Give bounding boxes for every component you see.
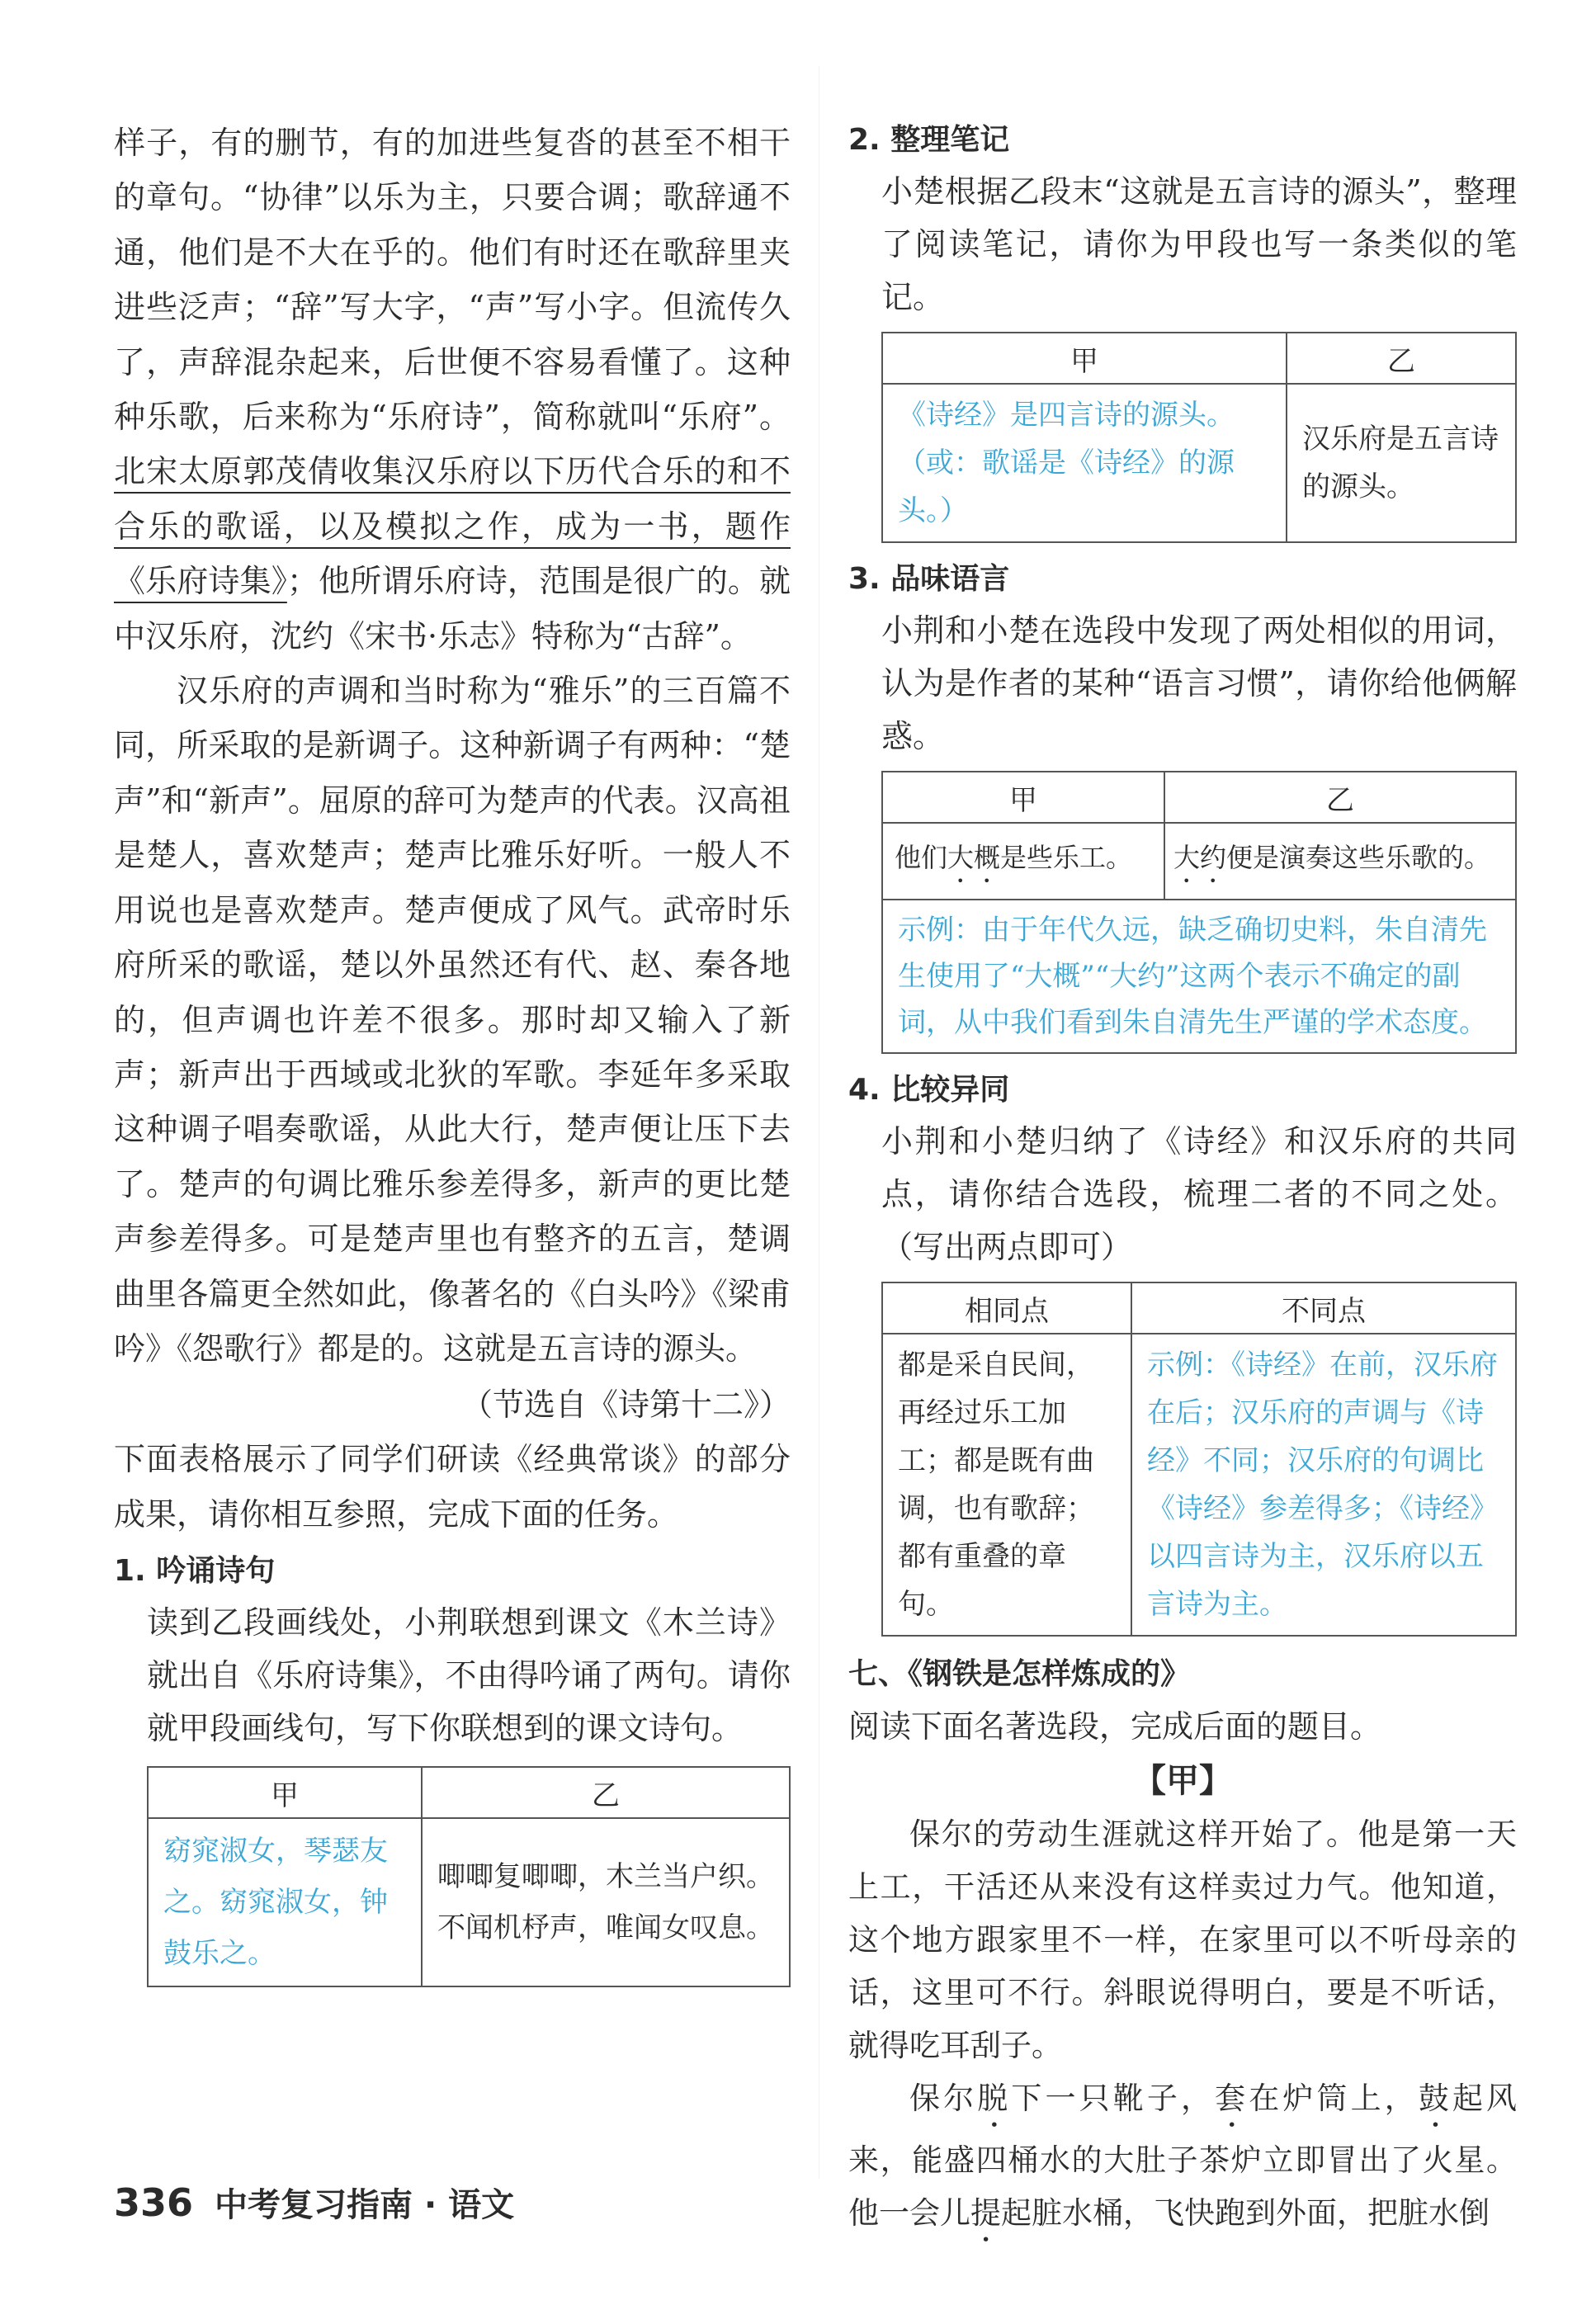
task-4 [848,1065,1517,1637]
emphasized-word-dayue: 大约 [1173,842,1227,873]
passage-yi-paragraph-2: 汉乐府的声调和当时称为“雅乐”的三百篇不同，所采取的是新调子。这种新调子有两种：“楚声”和“新声”。屈原的辞可为楚声的代表。汉高祖是楚人，喜欢楚声；楚声比雅乐好听。一般人不用说也是喜欢楚声。楚声便成了风气。武帝时乐府所采的歌谣，楚以外虽然还有代、赵、秦各地的，但声调也许差不很多。那时却又输入了新声；新声出于西域或北狄的军歌。李延年多采取这种调子唱奏歌谣，从此大行，楚声便让压下去了。楚声的句调比雅乐参差得多，新声的更比楚声参差得多。可是楚声里也有整齐的五言，楚调曲里各篇更全然如此，像著名的《白头吟》《梁甫吟》《怨歌行》都是的。这就是五言诗的源头。 [114,673,791,1367]
emphasized-verb-gu: 鼓 [1418,2081,1452,2117]
task-3-table-head-jia: 甲 [882,772,1164,823]
task-4-table-head-same: 相同点 [882,1282,1131,1334]
task-4-same-cell: 都是采自民间，再经过乐工加工；都是既有曲调，也有歌辞；都有重叠的章句。 [882,1334,1131,1636]
task-2-yi-cell: 汉乐府是五言诗的源头。 [1287,384,1516,542]
passage-source: （节选自《诗第十二》） [460,1386,791,1424]
emphasized-verb-tuo: 脱 [977,2081,1012,2117]
page-number: 336 [114,2180,194,2225]
task-1-yi-cell: 唧唧复唧唧，木兰当户织。不闻机杼声，唯闻女叹息。 [422,1818,790,1986]
task-3-answer-cell: 示例：由于年代久远，缺乏确切史料，朱自清先生使用了“大概”“大约”这两个表示不确定的副词，从中我们看到朱自清先生严谨的学术态度。 [882,900,1516,1053]
task-2-table [881,332,1517,543]
section-7-paragraph-1: 保尔的劳动生涯就这样开始了。他是第一天上工，干活还从来没有这样卖过力气。他知道，这个地方跟家里不一样，在家里可以不听母亲的话，这里可不行。斜眼说得明白，要是不听话，就得吃耳刮子。 [848,1816,1517,2064]
task-1-table-head-jia: 甲 [148,1767,422,1818]
page-footer [114,2179,514,2237]
task-1-answer-cell: 窈窕淑女，琴瑟友之。窈窕淑女，钟鼓乐之。 [148,1818,422,1986]
task-2-table-head-jia: 甲 [882,333,1287,384]
task-1-table [147,1766,791,1987]
task-3-text: 小荆和小楚在选段中发现了两处相似的用词，认为是作者的某种“语言习惯”，请你给他俩解惑。 [881,612,1517,754]
task-1-text: 读到乙段画线处，小荆联想到课文《木兰诗》就出自《乐府诗集》，不由得吟诵了两句。请你就甲段画线句，写下你联想到的课文诗句。 [147,1604,791,1747]
task-2-table-head-yi: 乙 [1287,333,1516,384]
task-4-text: 小荆和小楚归纳了《诗经》和汉乐府的共同点，请你结合选段，梳理二者的不同之处。（写出两点即可） [881,1123,1517,1265]
task-3-heading: 3. 品味语言 [848,562,1010,596]
section-7 [848,1650,1517,2249]
underlined-sentence: 北宋太原郭茂倩收集汉乐府以下历代合乐的和不合乐的歌谣，以及模拟之作，成为一书，题作《乐府诗集》 [114,453,791,600]
task-1 [114,1547,791,1987]
task-3-yi-cell: 大约便是演奏这些乐歌的。 [1164,823,1516,900]
passage-yi-paragraph-1: 样子，有的删节，有的加进些复沓的甚至不相干的章句。“协律”以乐为主，只要合调；歌辞通不通，他们是不大在乎的。他们有时还在歌辞里夹进些泛声；“辞”写大字，“声”写小字。但流传久了，声辞混杂起来，后世便不容易看懂了。这种种乐歌，后来称为“乐府诗”，简称就叫“乐府”。北宋太原郭茂倩收集汉乐府以下历代合乐的和不合乐的歌谣，以及模拟之作，成为一书，题作《乐府诗集》；他所谓乐府诗，范围是很广的。就中汉乐府，沈约《宋书·乐志》特称为“古辞”。 [114,125,791,654]
section-7-intro: 阅读下面名著选段，完成后面的题目。 [848,1708,1382,1745]
task-1-heading: 1. 吟诵诗句 [114,1554,276,1589]
task-4-table [881,1282,1517,1637]
task-4-table-head-diff: 不同点 [1131,1282,1516,1334]
task-1-table-head-yi: 乙 [422,1767,790,1818]
task-2-text: 小楚根据乙段末“这就是五言诗的源头”，整理了阅读笔记，请你为甲段也写一条类似的笔记。 [881,173,1517,315]
emphasized-word-dagai: 大概 [947,842,1001,873]
section-7-jia-label: 【甲】 [1133,1762,1232,1801]
right-column [848,116,1517,2249]
task-3 [848,555,1517,1054]
emphasized-verb-tao: 套 [1215,2081,1249,2117]
task-4-heading: 4. 比较异同 [848,1073,1010,1107]
book-title: 中考复习指南 · 语文 [215,2186,515,2224]
task-2-heading: 2. 整理笔记 [848,123,1010,157]
section-7-heading: 七、《钢铁是怎样炼成的》 [848,1657,1191,1691]
section-7-paragraph-2: 保尔脱下一只靴子，套在炉筒上，鼓起风来，能盛四桶水的大肚子茶炉立即冒出了火星。他一会儿提起脏水桶，飞快跑到外面，把脏水倒 [848,2081,1518,2232]
task-3-jia-cell: 他们大概是些乐工。 [882,823,1164,900]
task-4-answer-cell: 示例：《诗经》在前，汉乐府在后；汉乐府的声调与《诗经》不同；汉乐府的句调比《诗经》参差得多；《诗经》以四言诗为主，汉乐府以五言诗为主。 [1131,1334,1516,1636]
left-column [114,116,791,1987]
task-3-table-head-yi: 乙 [1164,772,1516,823]
task-2 [848,116,1517,543]
task-3-table [881,771,1517,1054]
emphasized-verb-ti: 提 [970,2195,1001,2232]
task-2-answer-cell: 《诗经》是四言诗的源头。（或：歌谣是《诗经》的源头。） [882,384,1287,542]
task-intro: 下面表格展示了同学们研读《经典常谈》的部分成果，请你相互参照，完成下面的任务。 [114,1441,791,1533]
